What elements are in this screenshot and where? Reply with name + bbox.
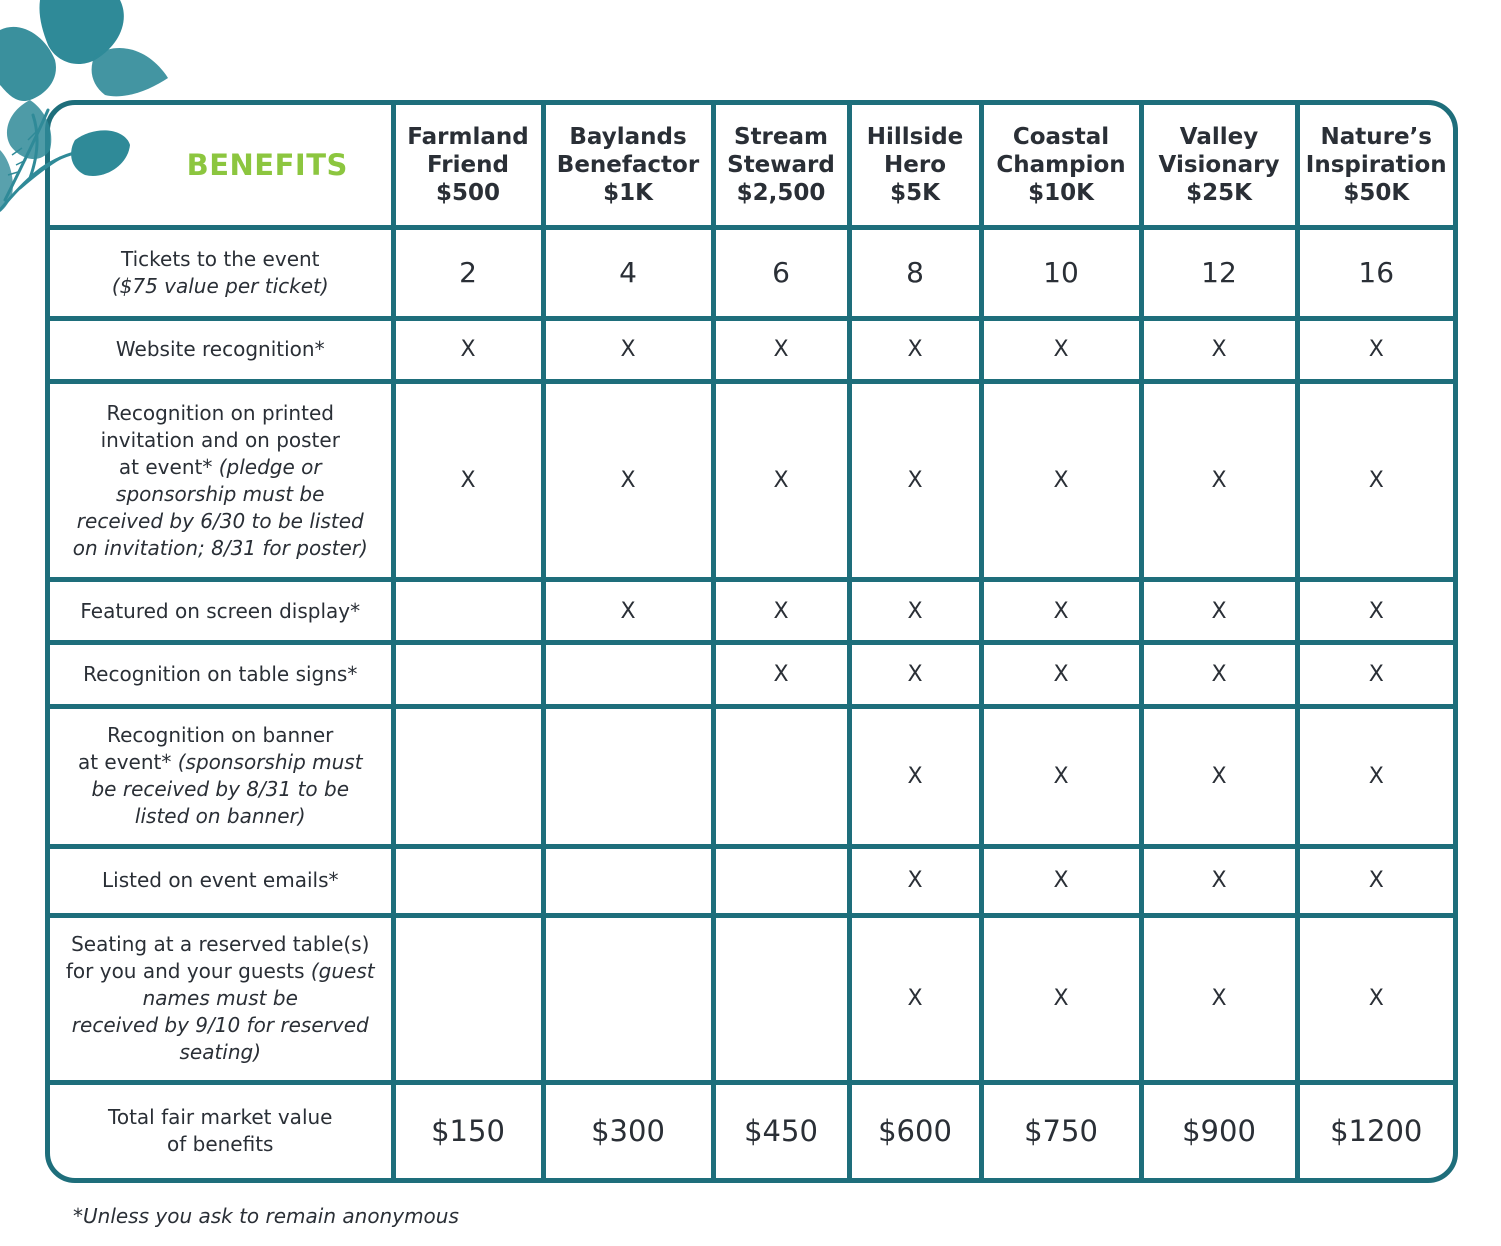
benefit-mark-cell: X <box>981 846 1141 915</box>
benefit-mark-cell: X <box>849 915 981 1082</box>
value-cell: $750 <box>981 1082 1141 1178</box>
benefit-note-line: seating) <box>179 1040 262 1065</box>
benefit-label-line: Recognition on printed <box>106 400 334 425</box>
benefit-note-line: be received by 8/31 to be <box>91 777 350 802</box>
benefit-mark-cell: X <box>543 580 713 643</box>
benefit-row <box>50 580 1453 643</box>
ticket-count-cell: 6 <box>713 228 849 319</box>
benefit-mark-cell <box>543 846 713 915</box>
benefit-note-line: (sponsorship must <box>177 750 363 775</box>
ticket-count-cell: 8 <box>849 228 981 319</box>
footnote: *Unless you ask to remain anonymous <box>73 1204 459 1228</box>
benefits-comparison-table <box>45 100 1458 1183</box>
benefit-mark-cell: X <box>981 915 1141 1082</box>
benefit-label <box>50 915 393 1082</box>
tier-name-line: Valley <box>1179 124 1259 151</box>
benefit-note-line: ($75 value per ticket) <box>111 273 329 298</box>
benefit-note-line: on invitation; 8/31 for poster) <box>72 535 368 560</box>
benefit-mark-cell: X <box>1141 915 1297 1082</box>
benefit-mark-cell: X <box>1141 846 1297 915</box>
benefit-mark-cell: X <box>981 382 1141 580</box>
benefit-note-line: sponsorship must be <box>116 481 325 506</box>
benefit-label-line: invitation and on poster <box>100 427 340 452</box>
benefit-label-line: Tickets to the event <box>120 246 320 271</box>
tier-name-line: Baylands <box>569 124 687 151</box>
benefit-note-line: received by 9/10 for reserved <box>71 1013 369 1038</box>
benefit-label-line: at event* <box>118 454 213 479</box>
ticket-count-cell: 16 <box>1297 228 1453 319</box>
benefit-mark-cell: X <box>849 846 981 915</box>
benefit-label-line: Seating at a reserved table(s) <box>71 932 370 957</box>
benefit-mark-cell: X <box>543 382 713 580</box>
ticket-count-cell: 4 <box>543 228 713 319</box>
benefit-mark-cell <box>713 846 849 915</box>
benefit-label-line: for you and your guests <box>65 959 305 984</box>
benefit-mark-cell <box>393 706 543 846</box>
tier-name-line: Friend <box>427 152 509 179</box>
value-cell: $300 <box>543 1082 713 1178</box>
ticket-count-cell: 2 <box>393 228 543 319</box>
benefit-label <box>50 318 393 381</box>
tier-name-line: Nature’s <box>1320 124 1432 151</box>
benefit-mark-cell: X <box>1297 643 1453 706</box>
benefit-mark-cell <box>393 643 543 706</box>
benefit-row <box>50 706 1453 846</box>
ticket-count-cell: 10 <box>981 228 1141 319</box>
benefit-mark-cell: X <box>849 318 981 381</box>
value-cell: $150 <box>393 1082 543 1178</box>
tier-header-6 <box>1141 105 1297 228</box>
benefit-label <box>50 706 393 846</box>
tier-name-line: Hillside <box>866 124 964 151</box>
benefit-mark-cell: X <box>981 706 1141 846</box>
benefit-label <box>50 228 393 319</box>
benefit-mark-cell <box>393 915 543 1082</box>
benefit-row <box>50 915 1453 1082</box>
benefit-mark-cell: X <box>1297 318 1453 381</box>
header-row <box>50 105 1453 228</box>
tier-amount: $2,500 <box>736 180 826 207</box>
benefit-note-line: received by 6/30 to be listed <box>76 508 364 533</box>
flower-illustration-icon <box>0 0 175 215</box>
value-cell: $600 <box>849 1082 981 1178</box>
tier-header-2 <box>543 105 713 228</box>
benefit-row <box>50 1082 1453 1178</box>
benefit-label-line: Total fair market value <box>108 1105 333 1130</box>
benefit-mark-cell: X <box>849 382 981 580</box>
benefit-row <box>50 643 1453 706</box>
benefit-mark-cell <box>393 846 543 915</box>
benefit-label <box>50 643 393 706</box>
benefit-mark-cell: X <box>713 643 849 706</box>
ticket-count-cell: 12 <box>1141 228 1297 319</box>
tier-header-4 <box>849 105 981 228</box>
tier-name-line: Visionary <box>1158 152 1280 179</box>
tier-amount: $1K <box>603 180 653 207</box>
benefit-row <box>50 846 1453 915</box>
benefit-row <box>50 318 1453 381</box>
benefit-mark-cell: X <box>713 580 849 643</box>
tier-name-line: Inspiration <box>1305 152 1447 179</box>
tier-amount: $50K <box>1343 180 1410 207</box>
benefit-label <box>50 580 393 643</box>
value-cell: $450 <box>713 1082 849 1178</box>
benefit-mark-cell: X <box>713 382 849 580</box>
benefit-mark-cell: X <box>981 580 1141 643</box>
benefit-mark-cell <box>543 706 713 846</box>
benefit-mark-cell: X <box>1297 382 1453 580</box>
benefit-mark-cell <box>393 580 543 643</box>
tier-header-1 <box>393 105 543 228</box>
tier-amount: $500 <box>435 180 500 207</box>
tier-amount: $25K <box>1186 180 1252 207</box>
benefit-mark-cell <box>713 915 849 1082</box>
benefit-mark-cell: X <box>981 643 1141 706</box>
benefit-mark-cell: X <box>1141 706 1297 846</box>
benefit-mark-cell: X <box>713 318 849 381</box>
tier-header-3 <box>713 105 849 228</box>
tier-name-line: Steward <box>727 152 835 179</box>
tier-amount: $10K <box>1028 180 1094 207</box>
tier-name-line: Coastal <box>1012 124 1110 151</box>
benefit-label-line: Recognition on table signs* <box>83 662 358 687</box>
benefit-mark-cell: X <box>849 706 981 846</box>
tier-name-line: Benefactor <box>556 152 700 179</box>
benefit-mark-cell: X <box>981 318 1141 381</box>
tier-name-line: Stream <box>734 124 828 151</box>
benefit-label <box>50 846 393 915</box>
benefit-label <box>50 382 393 580</box>
benefit-mark-cell: X <box>849 580 981 643</box>
benefit-label-line: Featured on screen display* <box>80 598 361 623</box>
tier-header-5 <box>981 105 1141 228</box>
benefit-row <box>50 228 1453 319</box>
benefit-note-line: (pledge or <box>218 454 322 479</box>
tier-name-line: Hero <box>884 152 946 179</box>
value-cell: $900 <box>1141 1082 1297 1178</box>
benefits-heading: BENEFITS <box>50 105 393 228</box>
tier-header-7 <box>1297 105 1453 228</box>
benefit-note-line: (guest names must be <box>142 959 375 1011</box>
benefit-mark-cell: X <box>849 643 981 706</box>
tier-name-line: Farmland <box>407 124 529 151</box>
benefit-label-line: Recognition on banner <box>107 723 334 748</box>
benefit-mark-cell: X <box>393 318 543 381</box>
benefit-mark-cell: X <box>1141 318 1297 381</box>
benefit-row <box>50 382 1453 580</box>
benefit-mark-cell: X <box>1297 580 1453 643</box>
benefit-mark-cell: X <box>393 382 543 580</box>
benefit-note-line: listed on banner) <box>134 804 306 829</box>
benefit-mark-cell: X <box>1297 915 1453 1082</box>
benefit-mark-cell: X <box>1297 846 1453 915</box>
value-cell: $1200 <box>1297 1082 1453 1178</box>
benefit-label-line: of benefits <box>167 1132 274 1157</box>
benefit-label-line: at event* <box>77 750 172 775</box>
benefit-label <box>50 1082 393 1178</box>
benefit-mark-cell: X <box>1297 706 1453 846</box>
benefit-label-line: Website recognition* <box>115 337 325 362</box>
benefits-grid <box>50 105 1453 1178</box>
benefit-mark-cell: X <box>543 318 713 381</box>
tier-name-line: Champion <box>996 152 1126 179</box>
benefit-label-line: Listed on event emails* <box>102 868 339 893</box>
benefit-mark-cell: X <box>1141 580 1297 643</box>
benefit-mark-cell <box>543 915 713 1082</box>
benefit-mark-cell <box>713 706 849 846</box>
benefit-mark-cell: X <box>1141 643 1297 706</box>
benefit-mark-cell: X <box>1141 382 1297 580</box>
benefit-mark-cell <box>543 643 713 706</box>
tier-amount: $5K <box>890 180 940 207</box>
